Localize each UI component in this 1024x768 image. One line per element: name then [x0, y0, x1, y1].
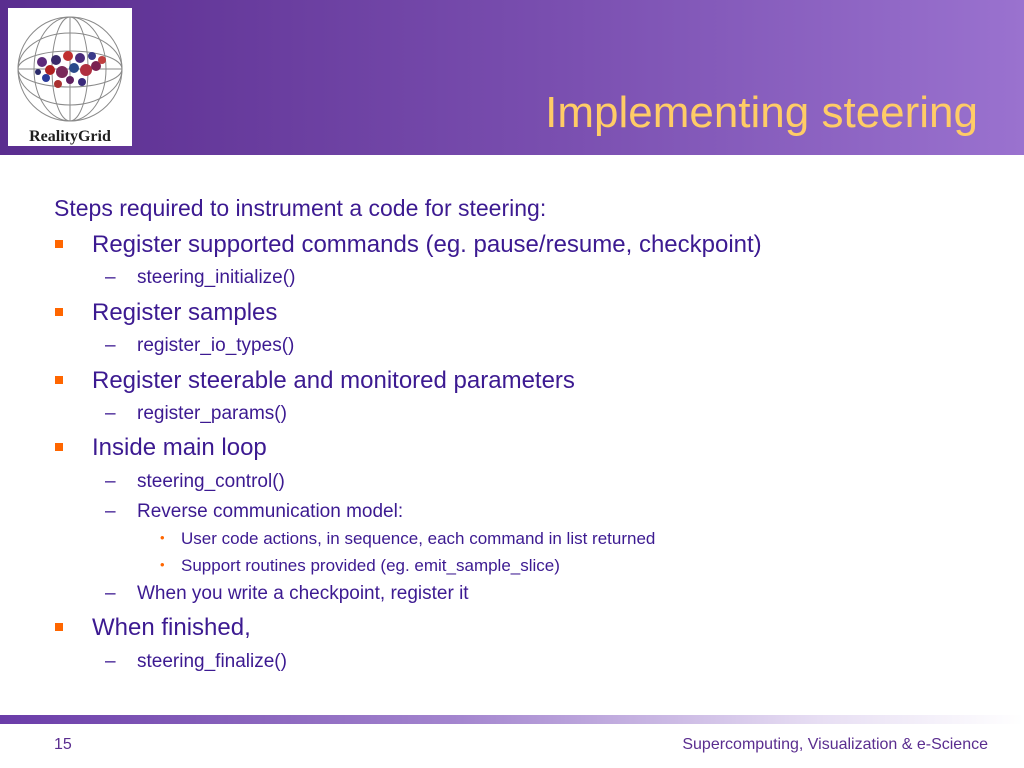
bullet-square-icon — [55, 240, 63, 248]
list-item: Register steerable and monitored parameters — [92, 367, 575, 394]
sub-sub-list-item: Support routines provided (eg. emit_sample_slice) — [181, 556, 560, 575]
footer-text: Supercomputing, Visualization & e-Science — [682, 736, 988, 753]
list-item: When finished, — [92, 614, 251, 641]
logo-wordmark: RealityGrid — [29, 128, 111, 145]
dash-icon: – — [105, 403, 116, 424]
sub-list-item: register_params() — [137, 403, 287, 424]
sub-list-item: register_io_types() — [137, 335, 295, 356]
list-item: Register samples — [92, 299, 278, 326]
bullet-square-icon — [55, 376, 63, 384]
list-item: Inside main loop — [92, 434, 267, 461]
bullet-square-icon — [55, 308, 63, 316]
bullet-dot-icon: • — [160, 557, 165, 572]
list-item: Register supported commands (eg. pause/resume, checkpoint) — [92, 231, 762, 258]
sub-list-item: When you write a checkpoint, register it — [137, 583, 469, 604]
dash-icon: – — [105, 335, 116, 356]
intro-text: Steps required to instrument a code for steering: — [54, 195, 547, 221]
dash-icon: – — [105, 501, 116, 522]
dash-icon: – — [105, 651, 116, 672]
dash-icon: – — [105, 267, 116, 288]
footer-divider — [0, 715, 1024, 724]
slide-title: Implementing steering — [545, 88, 978, 137]
bullet-square-icon — [55, 443, 63, 451]
sub-list-item: steering_finalize() — [137, 651, 287, 672]
dash-icon: – — [105, 471, 116, 492]
bullet-dot-icon: • — [160, 530, 165, 545]
sub-list-item: steering_initialize() — [137, 267, 296, 288]
sub-sub-list-item: User code actions, in sequence, each command in list returned — [181, 529, 656, 548]
sub-list-item: steering_control() — [137, 471, 285, 492]
bullet-square-icon — [55, 623, 63, 631]
sub-list-item: Reverse communication model: — [137, 501, 404, 522]
dash-icon: – — [105, 583, 116, 604]
page-number: 15 — [54, 736, 72, 753]
